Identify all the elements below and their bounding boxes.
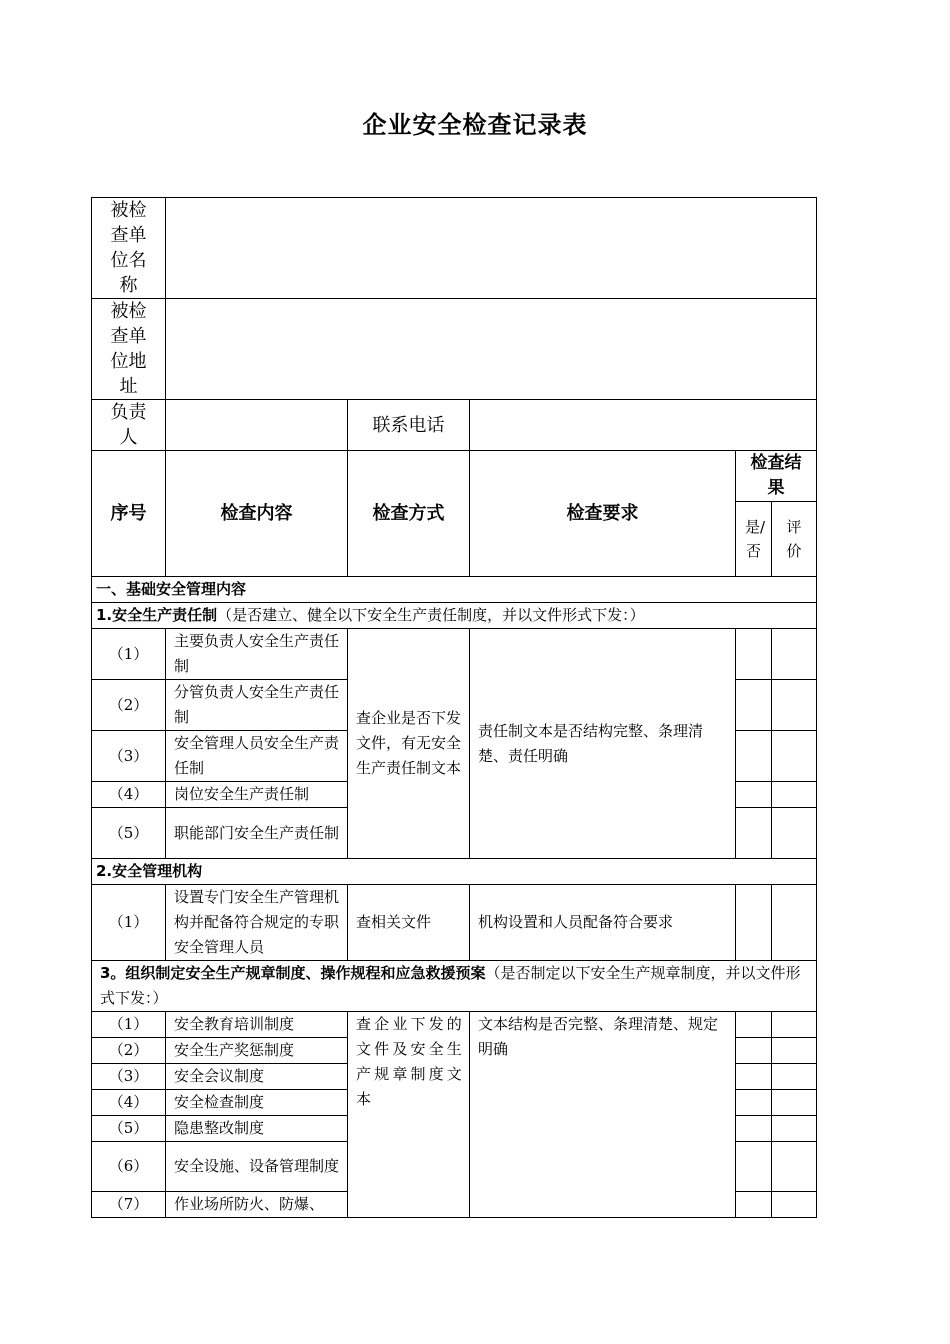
yes-no-cell[interactable] (736, 1116, 772, 1142)
yes-no-cell[interactable] (736, 1192, 772, 1218)
section-1-heading: 1.安全生产责任制 (96, 606, 218, 624)
item-content: 设置专门安全生产管理机构并配备符合规定的专职安全管理人员 (166, 885, 348, 961)
evaluation-cell[interactable] (772, 1192, 817, 1218)
header-no: 序号 (92, 451, 166, 577)
section-title-row (92, 961, 817, 1012)
evaluation-cell[interactable] (772, 808, 817, 859)
column-header-row (92, 451, 817, 502)
header-requirement: 检查要求 (470, 451, 736, 577)
part-title-row (92, 577, 817, 603)
item-number: （1） (92, 1012, 166, 1038)
yes-no-cell[interactable] (736, 782, 772, 808)
section-3-title (92, 961, 817, 1012)
evaluation-cell[interactable] (772, 782, 817, 808)
yes-no-cell[interactable] (736, 680, 772, 731)
table-row (92, 885, 817, 961)
unit-name-row (92, 198, 817, 299)
header-content: 检查内容 (166, 451, 348, 577)
item-number: （6） (92, 1142, 166, 1192)
item-number: （3） (92, 1064, 166, 1090)
item-number: （2） (92, 1038, 166, 1064)
yes-no-cell[interactable] (736, 808, 772, 859)
item-content: 安全生产奖惩制度 (166, 1038, 348, 1064)
yes-no-cell[interactable] (736, 1064, 772, 1090)
unit-address-field[interactable] (166, 299, 817, 400)
yes-no-cell[interactable] (736, 1090, 772, 1116)
unit-name-field[interactable] (166, 198, 817, 299)
leader-field[interactable] (166, 400, 348, 451)
header-evaluation: 评价 (772, 502, 817, 577)
unit-name-label: 被检查单位名称 (92, 198, 166, 299)
table-row (92, 629, 817, 680)
item-content: 职能部门安全生产责任制 (166, 808, 348, 859)
section-1-title (92, 603, 817, 629)
section-1-requirement: 责任制文本是否结构完整、条理清楚、责任明确 (470, 629, 736, 859)
item-content: 安全教育培训制度 (166, 1012, 348, 1038)
leader-row (92, 400, 817, 451)
item-content: 安全设施、设备管理制度 (166, 1142, 348, 1192)
item-number: （7） (92, 1192, 166, 1218)
section-3-requirement: 文本结构是否完整、条理清楚、规定明确 (470, 1012, 736, 1218)
item-content: 岗位安全生产责任制 (166, 782, 348, 808)
item-number: （4） (92, 782, 166, 808)
section-3-heading: 3。组织制定安全生产规章制度、操作规程和应急救援预案 (100, 964, 486, 982)
yes-no-cell[interactable] (736, 1012, 772, 1038)
item-number: （2） (92, 680, 166, 731)
item-requirement: 机构设置和人员配备符合要求 (470, 885, 736, 961)
leader-label: 负责人 (92, 400, 166, 451)
item-content: 安全检查制度 (166, 1090, 348, 1116)
item-content: 分管负责人安全生产责任制 (166, 680, 348, 731)
section-2-title: 2.安全管理机构 (92, 859, 817, 885)
item-content: 隐患整改制度 (166, 1116, 348, 1142)
section-title-row (92, 859, 817, 885)
item-content: 主要负责人安全生产责任制 (166, 629, 348, 680)
yes-no-cell[interactable] (736, 885, 772, 961)
yes-no-cell[interactable] (736, 629, 772, 680)
inspection-record-table (91, 197, 817, 1218)
item-number: （1） (92, 629, 166, 680)
section-1-method: 查企业是否下发文件，有无安全生产责任制文本 (348, 629, 470, 859)
item-method: 查相关文件 (348, 885, 470, 961)
yes-no-cell[interactable] (736, 731, 772, 782)
evaluation-cell[interactable] (772, 731, 817, 782)
phone-label: 联系电话 (348, 400, 470, 451)
evaluation-cell[interactable] (772, 1116, 817, 1142)
table-row (92, 1012, 817, 1038)
header-method: 检查方式 (348, 451, 470, 577)
evaluation-cell[interactable] (772, 1142, 817, 1192)
unit-address-label: 被检查单位地址 (92, 299, 166, 400)
yes-no-cell[interactable] (736, 1038, 772, 1064)
evaluation-cell[interactable] (772, 1038, 817, 1064)
unit-address-row (92, 299, 817, 400)
header-result: 检查结果 (736, 451, 817, 502)
page-title: 企业安全检查记录表 (362, 111, 588, 139)
item-number: （3） (92, 731, 166, 782)
evaluation-cell[interactable] (772, 1090, 817, 1116)
item-content: 安全管理人员安全生产责任制 (166, 731, 348, 782)
part-title: 一、基础安全管理内容 (92, 577, 817, 603)
item-content: 作业场所防火、防爆、 (166, 1192, 348, 1218)
phone-field[interactable] (470, 400, 817, 451)
evaluation-cell[interactable] (772, 680, 817, 731)
evaluation-cell[interactable] (772, 1064, 817, 1090)
evaluation-cell[interactable] (772, 885, 817, 961)
item-content: 安全会议制度 (166, 1064, 348, 1090)
evaluation-cell[interactable] (772, 1012, 817, 1038)
section-title-row (92, 603, 817, 629)
header-yes-no: 是/否 (736, 502, 772, 577)
item-number: （4） (92, 1090, 166, 1116)
yes-no-cell[interactable] (736, 1142, 772, 1192)
section-1-note: （是否建立、健全以下安全生产责任制度，并以文件形式下发：） (217, 606, 645, 624)
item-number: （1） (92, 885, 166, 961)
evaluation-cell[interactable] (772, 629, 817, 680)
section-3-method: 查企业下发的文件及安全生产规章制度文本 (348, 1012, 470, 1218)
section-3-note: （是否制定以下安全生产规章制度，并以文件形式下发：） (100, 964, 801, 1007)
item-number: （5） (92, 1116, 166, 1142)
item-number: （5） (92, 808, 166, 859)
